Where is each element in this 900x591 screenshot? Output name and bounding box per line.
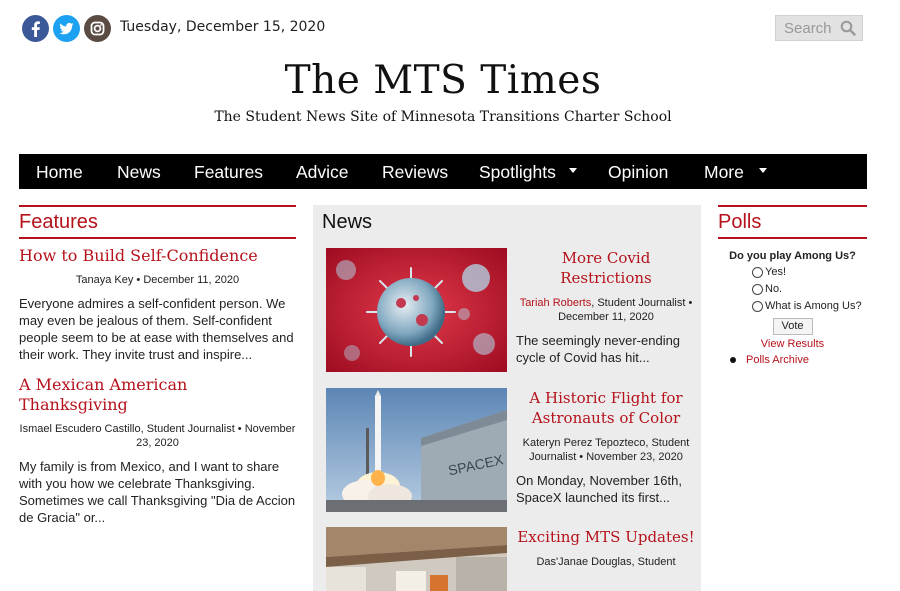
instagram-icon[interactable]	[84, 15, 111, 42]
search-box[interactable]	[775, 15, 863, 41]
news-byline-text: , Student Journalist • December 11, 2020	[558, 297, 693, 323]
spotlights-dropdown-icon[interactable]	[569, 168, 577, 173]
twitter-icon[interactable]	[53, 15, 80, 42]
current-date: Tuesday, December 15, 2020	[120, 19, 326, 35]
vote-button[interactable]: Vote	[773, 318, 813, 335]
nav-more[interactable]: More	[704, 162, 744, 182]
news-story-title[interactable]: More Covid Restrictions	[560, 249, 652, 287]
poll-option-what-is[interactable]: What is Among Us?	[752, 299, 867, 313]
top-bar	[0, 0, 900, 56]
news-heading[interactable]: News	[322, 211, 373, 233]
nav-news[interactable]: News	[117, 162, 161, 182]
polls-section	[718, 205, 867, 366]
main-nav	[19, 154, 867, 189]
search-input[interactable]	[784, 20, 842, 37]
news-story-teaser: On Monday, November 16th, SpaceX launched its first...	[516, 473, 682, 505]
polls-archive-link[interactable]: Polls Archive	[746, 354, 809, 366]
news-story-title[interactable]: Exciting MTS Updates!	[517, 528, 695, 546]
feature-story-byline: Tanaya Key • December 11, 2020	[75, 274, 240, 286]
poll-option-no[interactable]: No.	[752, 282, 867, 296]
search-icon[interactable]	[840, 20, 856, 40]
features-heading[interactable]: Features	[19, 205, 296, 239]
news-story-byline	[516, 296, 696, 324]
feature-story	[19, 246, 296, 363]
news-section	[313, 205, 701, 591]
site-title[interactable]: The MTS Times	[284, 58, 602, 103]
facebook-icon[interactable]	[22, 15, 49, 42]
view-results-link[interactable]: View Results	[760, 338, 825, 350]
feature-story	[19, 375, 296, 526]
news-story-text	[516, 527, 696, 569]
feature-story-byline: Ismael Escudero Castillo, Student Journalist • November 23, 2020	[19, 423, 296, 449]
news-story-byline: Das'Janae Douglas, Student	[536, 556, 676, 568]
radio-button[interactable]	[752, 267, 763, 278]
nav-opinion[interactable]: Opinion	[608, 162, 669, 182]
svg-text:SPACEX: SPACEX	[446, 451, 505, 479]
nav-features[interactable]: Features	[194, 162, 264, 182]
nav-reviews[interactable]: Reviews	[382, 162, 449, 182]
feature-story-title[interactable]: How to Build Self-Confidence	[19, 246, 258, 265]
bullet-icon	[730, 357, 736, 363]
nav-spotlights[interactable]: Spotlights	[479, 162, 556, 182]
polls-archive-item[interactable]	[730, 354, 867, 366]
poll-option-yes[interactable]: Yes!	[752, 265, 867, 279]
spacex-launch-image[interactable]	[326, 388, 507, 512]
news-story-byline: Kateryn Perez Tepozteco, Student Journalist • November 23, 2020	[522, 437, 690, 463]
poll-question: Do you play Among Us?	[729, 250, 856, 262]
news-story-text	[516, 388, 696, 506]
school-hallway-image[interactable]	[326, 527, 507, 591]
feature-story-teaser: My family is from Mexico, and I want to share with you how we celebrate Thanksgiving. Sometimes we call Thanksgiving "Dia de Accion de Gracia" or...	[19, 459, 296, 525]
feature-story-title[interactable]: A Mexican American Thanksgiving	[19, 375, 188, 414]
nav-advice[interactable]: Advice	[296, 162, 349, 182]
news-story-text	[516, 248, 696, 366]
features-section	[19, 205, 296, 526]
covid-virus-image[interactable]	[326, 248, 507, 372]
radio-button[interactable]	[752, 301, 763, 312]
masthead	[0, 58, 886, 125]
more-dropdown-icon[interactable]	[759, 168, 767, 173]
nav-home[interactable]: Home	[36, 162, 83, 182]
site-tagline: The Student News Site of Minnesota Transitions Charter School	[214, 109, 672, 125]
radio-button[interactable]	[752, 284, 763, 295]
news-story-title[interactable]: A Historic Flight for Astronauts of Color	[529, 389, 683, 427]
news-author-link[interactable]: Tariah Roberts	[519, 297, 592, 309]
polls-heading[interactable]: Polls	[718, 205, 867, 239]
feature-story-teaser: Everyone admires a self-confident person. We may even be jealous of them. Self-confident people seem to be at ease with themselves and their work. They invite trust and inspire...	[19, 296, 294, 362]
news-story-teaser: The seemingly never-ending cycle of Covid has hit...	[516, 333, 681, 365]
